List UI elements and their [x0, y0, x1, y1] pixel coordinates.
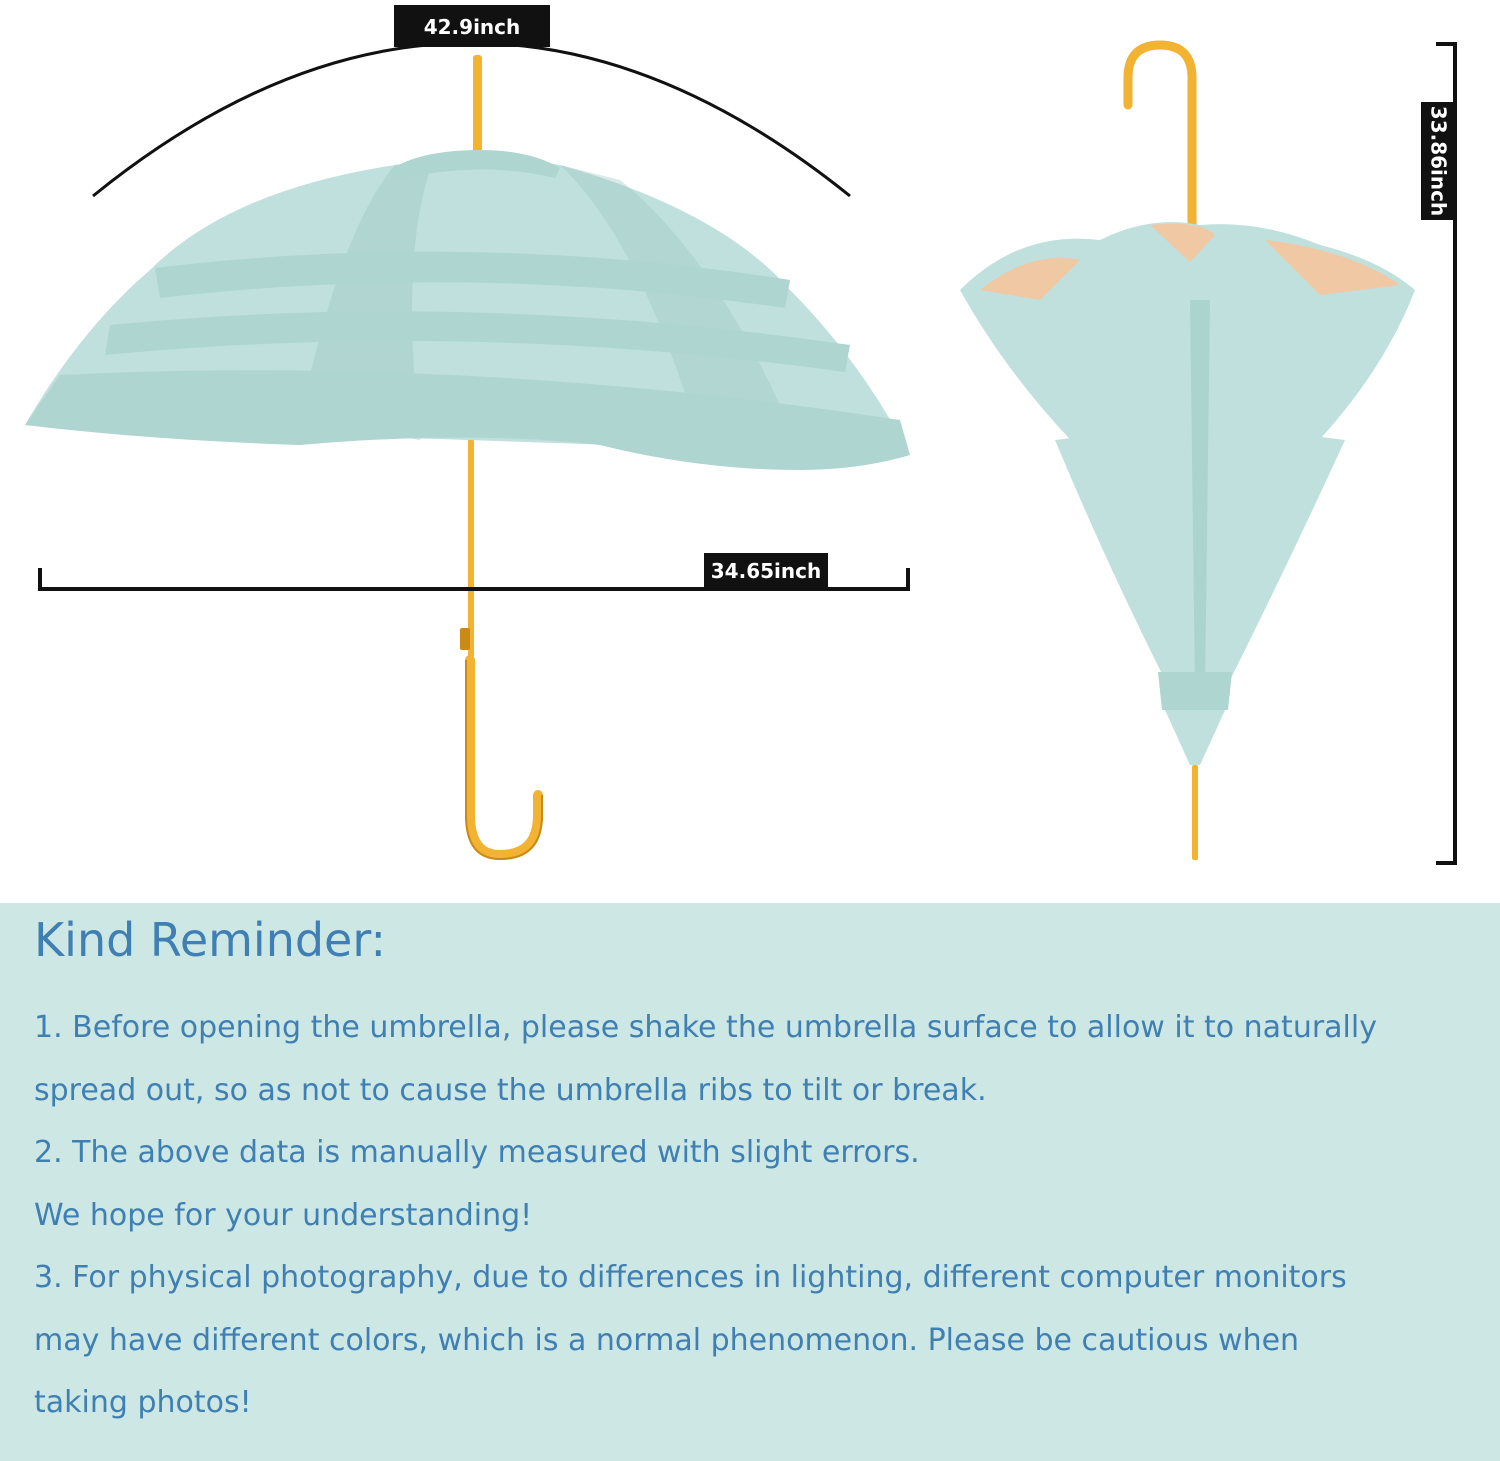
open-umbrella	[25, 5, 910, 859]
reminder-line: 1. Before opening the umbrella, please shake the umbrella surface to allow it to naturally	[34, 1010, 1377, 1045]
closed-canopy-point	[1165, 710, 1225, 765]
open-runner	[460, 628, 470, 650]
open-handle-hook-edge	[466, 660, 542, 859]
reminder-line: 3. For physical photography, due to differences in lighting, different computer monitors	[34, 1260, 1347, 1295]
arc-label: 42.9inch	[423, 15, 521, 39]
closed-bottom-ruffle	[1158, 672, 1232, 710]
reminder-line: We hope for your understanding!	[34, 1198, 533, 1233]
reminder-line: 2. The above data is manually measured with slight errors.	[34, 1135, 920, 1170]
reminder-line: taking photos!	[34, 1385, 252, 1420]
reminder-panel	[0, 903, 1500, 1461]
reminder-title: Kind Reminder:	[34, 913, 386, 967]
width-label: 34.65inch	[710, 559, 822, 583]
reminder-line: spread out, so as not to cause the umbrella ribs to tilt or break.	[34, 1073, 987, 1108]
reminder-line: may have different colors, which is a normal phenomenon. Please be cautious when	[34, 1323, 1300, 1358]
length-label: 33.86inch	[1426, 105, 1451, 217]
closed-umbrella	[960, 42, 1457, 865]
closed-handle-hook	[1128, 45, 1192, 240]
closed-tip	[1192, 765, 1198, 860]
open-handle-hook	[470, 660, 538, 855]
